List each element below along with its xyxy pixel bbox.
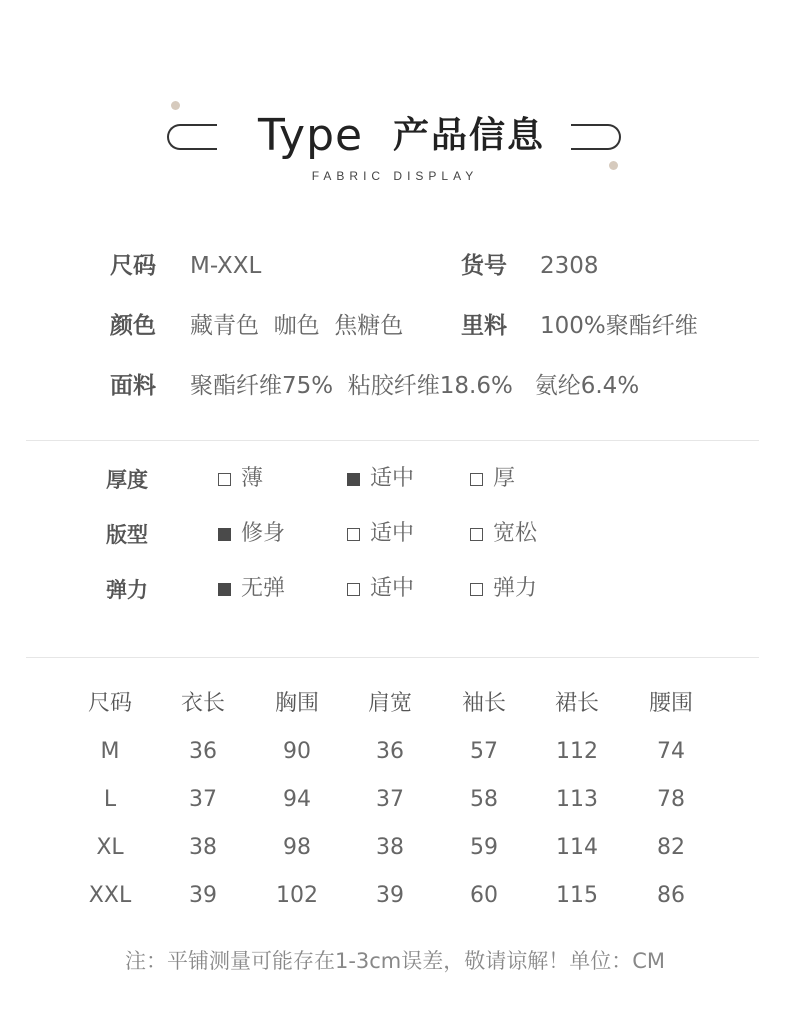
option-label: 适中 — [370, 576, 415, 601]
table-cell: 112 — [556, 739, 598, 764]
table-header-cell: 衣长 — [180, 691, 225, 716]
fit-option-slim — [218, 519, 285, 549]
table-header-cell: 袖长 — [461, 691, 506, 716]
option-label: 宽松 — [493, 521, 538, 546]
checkbox-icon — [470, 473, 483, 486]
thickness-option-medium — [347, 464, 414, 494]
table-header-cell: 腰围 — [648, 691, 693, 716]
table-cell: 86 — [657, 883, 685, 908]
lining-label: 里料 — [461, 313, 507, 339]
table-cell: 38 — [376, 835, 404, 860]
stretch-option-medium — [347, 574, 414, 604]
checkbox-filled-icon — [218, 528, 231, 541]
fit-label: 版型 — [106, 523, 148, 547]
table-cell: M — [100, 739, 120, 764]
table-cell: 94 — [283, 787, 311, 812]
table-cell: XXL — [88, 883, 132, 908]
table-cell: 39 — [376, 883, 404, 908]
table-cell: 59 — [470, 835, 498, 860]
table-cell: 58 — [470, 787, 498, 812]
table-header-cell: 裙长 — [554, 691, 599, 716]
table-cell: 113 — [556, 787, 598, 812]
checkbox-icon — [470, 528, 483, 541]
decor-bracket-right — [571, 124, 621, 150]
option-label: 弹力 — [493, 576, 538, 601]
decor-dot-top-left — [171, 101, 180, 110]
option-label: 薄 — [241, 466, 264, 491]
table-cell: 74 — [657, 739, 685, 764]
option-label: 适中 — [370, 521, 415, 546]
option-label: 修身 — [241, 521, 286, 546]
table-cell: 82 — [657, 835, 685, 860]
table-cell: 57 — [470, 739, 498, 764]
page-title-en: Type — [258, 110, 364, 161]
color-value: 藏青色 咖色 焦糖色 — [190, 313, 404, 339]
table-cell: 60 — [470, 883, 498, 908]
table-cell: 37 — [189, 787, 217, 812]
option-label: 适中 — [370, 466, 415, 491]
decor-bracket-left — [167, 124, 217, 150]
checkbox-filled-icon — [347, 473, 360, 486]
thickness-option-thin — [218, 464, 263, 494]
table-cell: 37 — [376, 787, 404, 812]
table-cell: 114 — [556, 835, 598, 860]
table-cell: L — [103, 787, 117, 812]
option-label: 无弹 — [241, 576, 286, 601]
item-no-value: 2308 — [540, 253, 599, 279]
table-cell: 36 — [189, 739, 217, 764]
fabric-label: 面料 — [110, 373, 156, 399]
table-cell: 102 — [276, 883, 318, 908]
table-cell: 39 — [189, 883, 217, 908]
measurement-note: 注：平铺测量可能存在1-3cm误差，敬请谅解！单位：CM — [124, 949, 666, 973]
table-cell: 90 — [283, 739, 311, 764]
size-label: 尺码 — [110, 253, 156, 279]
item-no-label: 货号 — [461, 253, 507, 279]
table-cell: 36 — [376, 739, 404, 764]
thickness-label: 厚度 — [106, 468, 148, 492]
thickness-option-thick — [470, 464, 515, 494]
size-value: M-XXL — [190, 253, 262, 279]
table-cell: 115 — [556, 883, 598, 908]
checkbox-icon — [347, 528, 360, 541]
page-subtitle: FABRIC DISPLAY — [311, 169, 479, 183]
stretch-label: 弹力 — [106, 578, 148, 602]
table-header-cell: 胸围 — [274, 691, 319, 716]
checkbox-icon — [218, 473, 231, 486]
divider-1 — [26, 440, 759, 441]
divider-2 — [26, 657, 759, 658]
fit-option-regular — [347, 519, 414, 549]
lining-value: 100%聚酯纤维 — [540, 313, 698, 339]
stretch-option-none — [218, 574, 285, 604]
checkbox-icon — [347, 583, 360, 596]
table-cell: 78 — [657, 787, 685, 812]
table-cell: XL — [96, 835, 124, 860]
fabric-value: 聚酯纤维75% 粘胶纤维18.6% 氨纶6.4% — [190, 373, 640, 399]
table-cell: 98 — [283, 835, 311, 860]
table-header-cell: 肩宽 — [367, 691, 412, 716]
option-label: 厚 — [493, 466, 516, 491]
table-cell: 38 — [189, 835, 217, 860]
checkbox-filled-icon — [218, 583, 231, 596]
fit-option-loose — [470, 519, 537, 549]
checkbox-icon — [470, 583, 483, 596]
stretch-option-stretch — [470, 574, 537, 604]
color-label: 颜色 — [110, 313, 156, 339]
table-header-cell: 尺码 — [87, 691, 132, 716]
page-title-cn: 产品信息 — [393, 115, 546, 156]
